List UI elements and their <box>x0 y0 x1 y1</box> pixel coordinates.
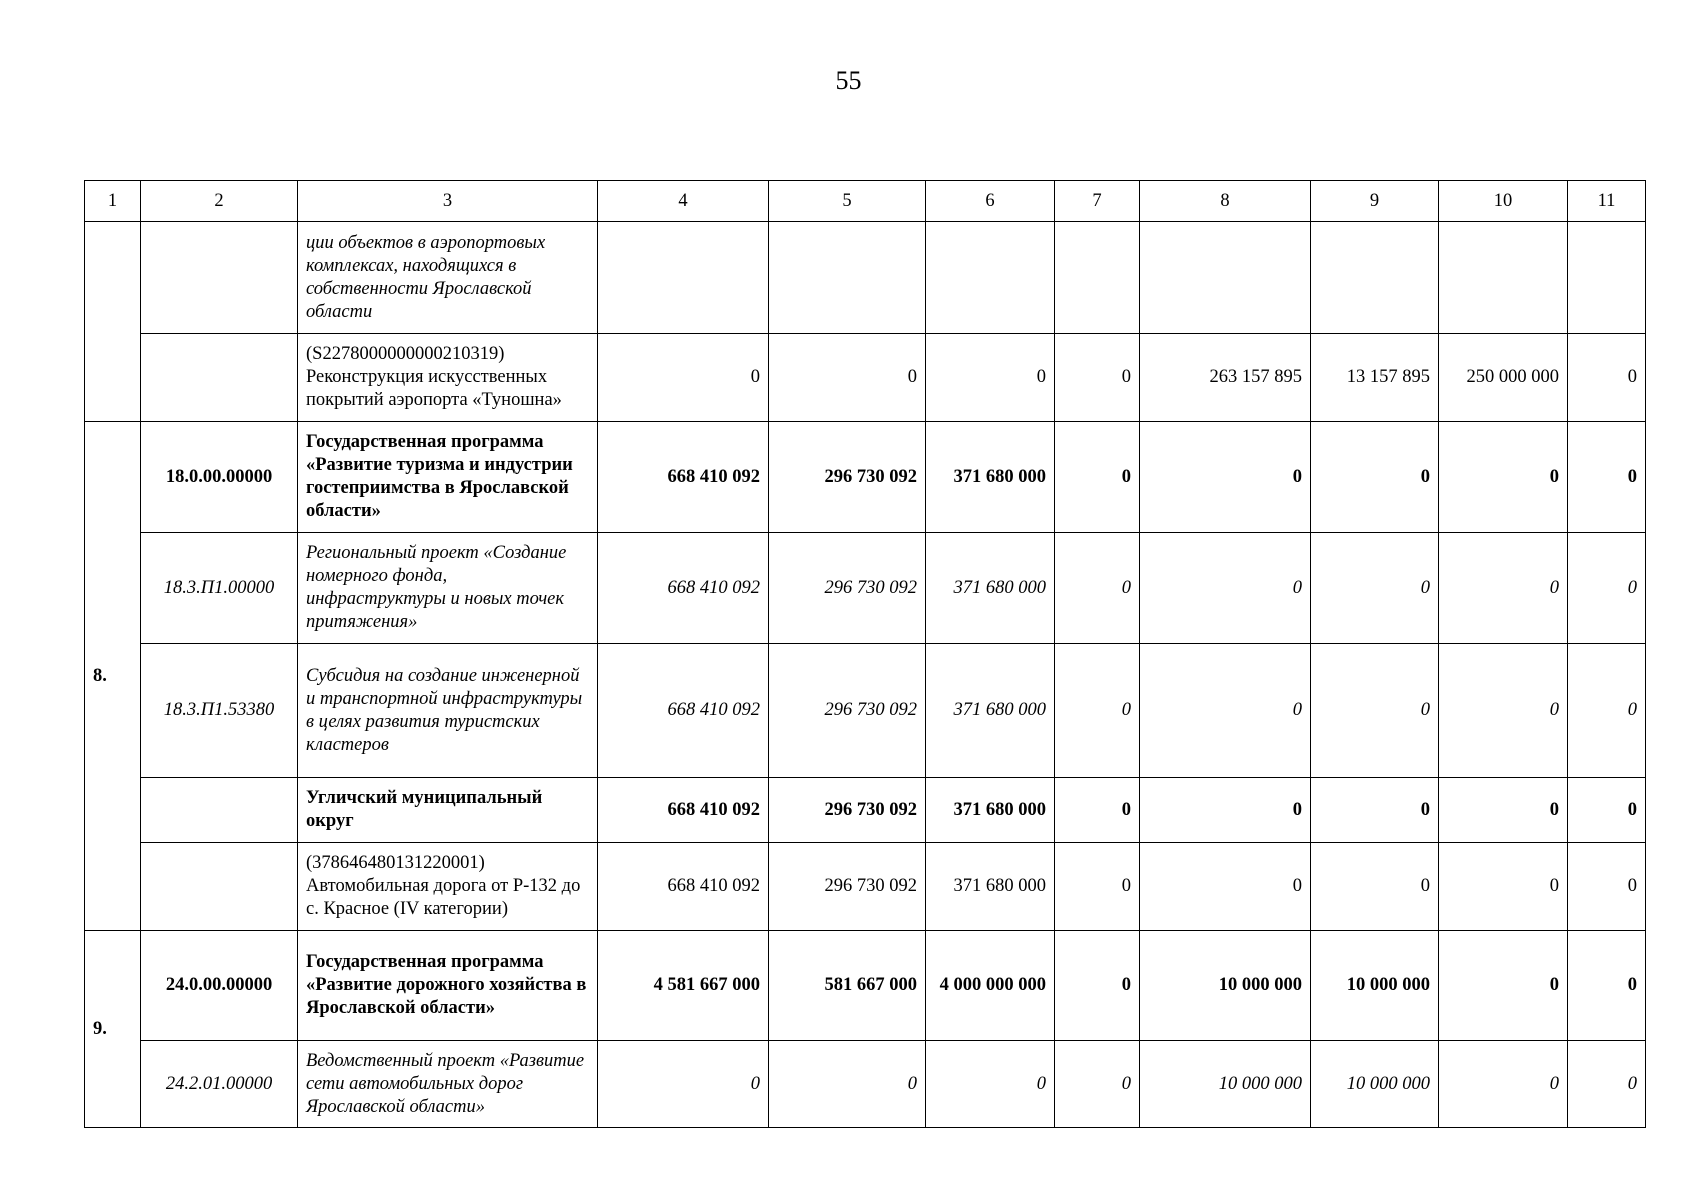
value-cell: 250 000 000 <box>1439 334 1568 422</box>
value-cell: 0 <box>1140 644 1311 778</box>
value-cell: 0 <box>926 334 1055 422</box>
value-cell: 0 <box>1055 843 1140 931</box>
table-row <box>85 644 1646 778</box>
column-number: 2 <box>141 181 298 222</box>
value-cell: 371 680 000 <box>926 644 1055 778</box>
value-cell: 0 <box>769 334 926 422</box>
value-cell: 296 730 092 <box>769 778 926 843</box>
value-cell <box>1055 222 1140 334</box>
value-cell: 0 <box>1568 1041 1646 1128</box>
value-cell: 668 410 092 <box>598 843 769 931</box>
value-cell: 371 680 000 <box>926 843 1055 931</box>
value-cell: 263 157 895 <box>1140 334 1311 422</box>
code-cell: 18.3.П1.00000 <box>141 533 298 644</box>
value-cell: 10 000 000 <box>1311 1041 1439 1128</box>
value-cell: 0 <box>1568 843 1646 931</box>
value-cell: 0 <box>1311 778 1439 843</box>
value-cell: 0 <box>1439 843 1568 931</box>
code-cell: 24.2.01.00000 <box>141 1041 298 1128</box>
value-cell: 0 <box>1055 778 1140 843</box>
value-cell: 0 <box>1439 422 1568 533</box>
column-number: 7 <box>1055 181 1140 222</box>
value-cell: 0 <box>1055 334 1140 422</box>
table-row <box>85 778 1646 843</box>
value-cell: 13 157 895 <box>1311 334 1439 422</box>
column-number: 1 <box>85 181 141 222</box>
value-cell <box>1140 222 1311 334</box>
value-cell: 0 <box>1439 533 1568 644</box>
value-cell <box>1568 222 1646 334</box>
description-cell: Ведомственный проект «Развитие сети автомобильных дорог Ярославской области» <box>298 1041 598 1128</box>
value-cell: 0 <box>1311 533 1439 644</box>
value-cell: 0 <box>1439 644 1568 778</box>
column-number: 3 <box>298 181 598 222</box>
description-cell: Государственная программа «Развитие туризма и индустрии гостеприимства в Ярославской области» <box>298 422 598 533</box>
description-cell: Региональный проект «Создание номерного фонда, инфраструктуры и новых точек притяжения» <box>298 533 598 644</box>
value-cell: 668 410 092 <box>598 644 769 778</box>
column-number: 5 <box>769 181 926 222</box>
value-cell: 10 000 000 <box>1140 931 1311 1041</box>
value-cell: 0 <box>1140 422 1311 533</box>
description-cell: Угличский муниципальный округ <box>298 778 598 843</box>
value-cell: 0 <box>598 334 769 422</box>
value-cell: 0 <box>1311 422 1439 533</box>
value-cell: 296 730 092 <box>769 533 926 644</box>
code-cell <box>141 843 298 931</box>
value-cell: 296 730 092 <box>769 422 926 533</box>
value-cell: 371 680 000 <box>926 533 1055 644</box>
value-cell: 0 <box>1568 533 1646 644</box>
value-cell: 0 <box>1055 644 1140 778</box>
value-cell: 0 <box>1568 644 1646 778</box>
column-number-row <box>85 181 1646 222</box>
value-cell: 296 730 092 <box>769 644 926 778</box>
column-number: 8 <box>1140 181 1311 222</box>
description-cell: (378646480131220001) Автомобильная дорога от Р-132 до с. Красное (IV категории) <box>298 843 598 931</box>
value-cell: 0 <box>1311 843 1439 931</box>
value-cell <box>1311 222 1439 334</box>
value-cell: 10 000 000 <box>1311 931 1439 1041</box>
code-cell <box>141 778 298 843</box>
section-number: 9. <box>85 931 141 1128</box>
value-cell: 0 <box>926 1041 1055 1128</box>
value-cell: 668 410 092 <box>598 533 769 644</box>
value-cell: 371 680 000 <box>926 422 1055 533</box>
value-cell: 0 <box>1568 931 1646 1041</box>
value-cell: 581 667 000 <box>769 931 926 1041</box>
value-cell: 0 <box>598 1041 769 1128</box>
value-cell: 668 410 092 <box>598 422 769 533</box>
description-cell: Субсидия на создание инженерной и транспортной инфраструктуры в целях развития туристских кластеров <box>298 644 598 778</box>
value-cell: 296 730 092 <box>769 843 926 931</box>
table-row <box>85 931 1646 1041</box>
column-number: 9 <box>1311 181 1439 222</box>
value-cell: 0 <box>1140 533 1311 644</box>
value-cell: 0 <box>1568 778 1646 843</box>
value-cell: 0 <box>1055 422 1140 533</box>
value-cell: 10 000 000 <box>1140 1041 1311 1128</box>
description-cell: (S2278000000000210319) Реконструкция искусственных покрытий аэропорта «Туношна» <box>298 334 598 422</box>
table-row <box>85 422 1646 533</box>
column-number: 11 <box>1568 181 1646 222</box>
section-number: 8. <box>85 422 141 931</box>
row-index-cell <box>85 222 141 422</box>
code-cell: 18.0.00.00000 <box>141 422 298 533</box>
value-cell: 0 <box>1568 334 1646 422</box>
code-cell: 18.3.П1.53380 <box>141 644 298 778</box>
value-cell: 0 <box>1439 1041 1568 1128</box>
page-number: 55 <box>835 66 862 95</box>
description-cell: ции объектов в аэропортовых комплексах, находящихся в собственности Ярославской области <box>298 222 598 334</box>
value-cell <box>598 222 769 334</box>
table-row <box>85 843 1646 931</box>
value-cell: 668 410 092 <box>598 778 769 843</box>
value-cell: 0 <box>1055 1041 1140 1128</box>
column-number: 10 <box>1439 181 1568 222</box>
table-row <box>85 1041 1646 1128</box>
value-cell <box>926 222 1055 334</box>
value-cell: 371 680 000 <box>926 778 1055 843</box>
table-row <box>85 222 1646 334</box>
value-cell: 0 <box>1568 422 1646 533</box>
value-cell: 0 <box>1140 843 1311 931</box>
budget-table <box>84 180 1646 1128</box>
value-cell: 0 <box>1140 778 1311 843</box>
value-cell: 0 <box>1439 931 1568 1041</box>
value-cell <box>769 222 926 334</box>
description-cell: Государственная программа «Развитие дорожного хозяйства в Ярославской области» <box>298 931 598 1041</box>
value-cell: 0 <box>1055 533 1140 644</box>
column-number: 4 <box>598 181 769 222</box>
table-row <box>85 334 1646 422</box>
value-cell <box>1439 222 1568 334</box>
table-row <box>85 533 1646 644</box>
code-cell: 24.0.00.00000 <box>141 931 298 1041</box>
value-cell: 0 <box>1055 931 1140 1041</box>
code-cell <box>141 222 298 334</box>
value-cell: 0 <box>1311 644 1439 778</box>
code-cell <box>141 334 298 422</box>
column-number: 6 <box>926 181 1055 222</box>
value-cell: 4 000 000 000 <box>926 931 1055 1041</box>
value-cell: 0 <box>769 1041 926 1128</box>
value-cell: 0 <box>1439 778 1568 843</box>
value-cell: 4 581 667 000 <box>598 931 769 1041</box>
